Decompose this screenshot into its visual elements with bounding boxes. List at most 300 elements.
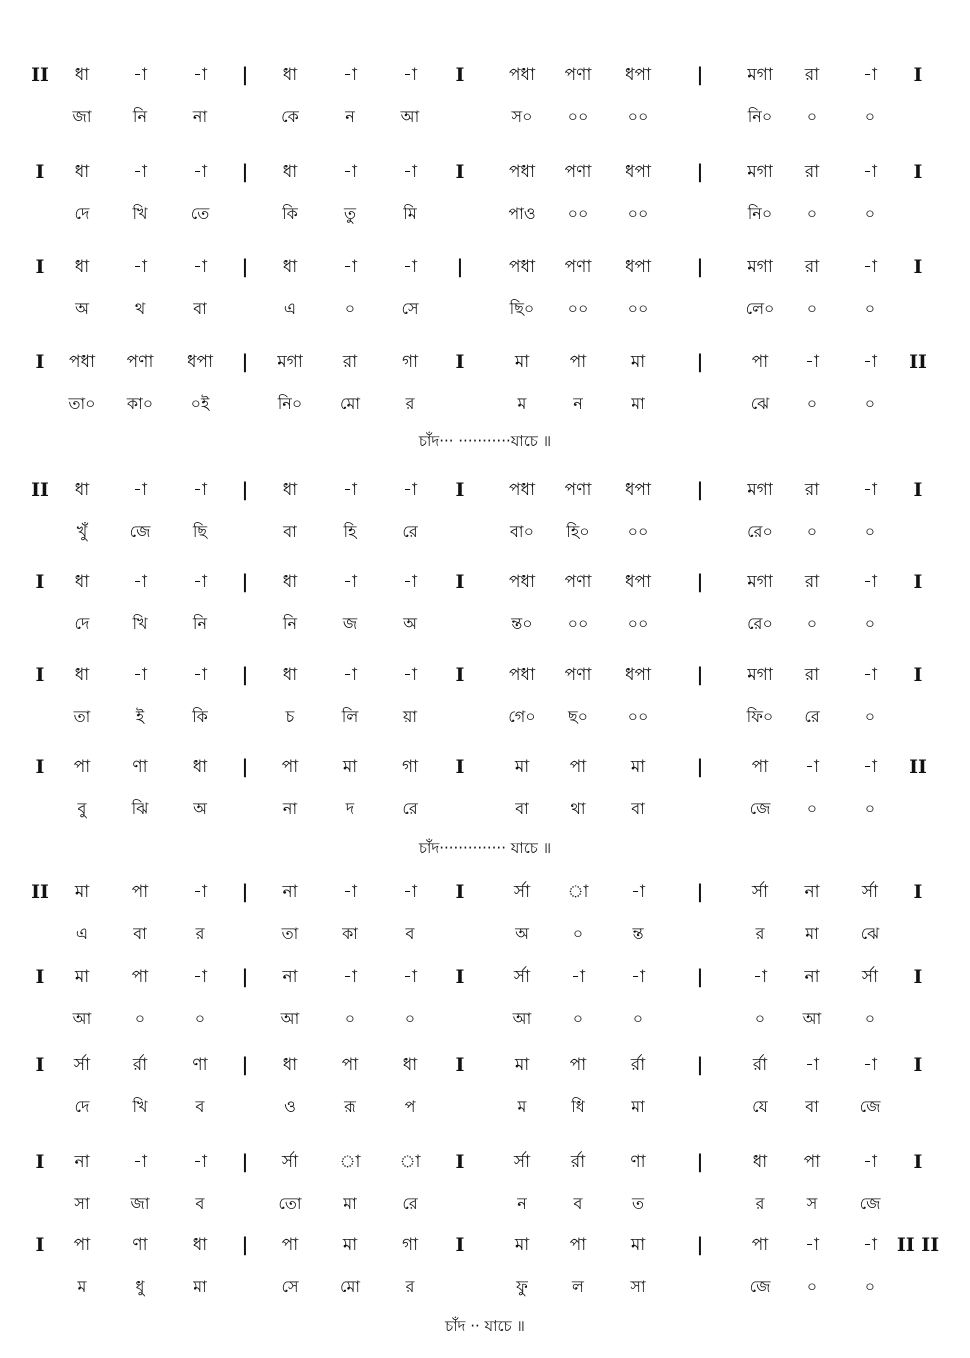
bar-line: I — [35, 571, 45, 593]
swara-note: -া — [133, 572, 147, 592]
swara-row — [0, 565, 970, 599]
swara-note: ধা — [752, 1152, 768, 1172]
bar-line: | — [241, 479, 249, 501]
bar-line: I — [455, 881, 465, 903]
swara-row — [0, 1145, 970, 1179]
swara-note: -া — [631, 967, 645, 987]
swara-note: ধা — [282, 257, 298, 277]
swara-note: -া — [403, 162, 417, 182]
lyric-syllable: ন — [517, 1194, 527, 1213]
swara-row — [0, 345, 970, 379]
lyric-syllable: জে — [749, 1277, 771, 1296]
lyric-syllable: ০ — [864, 107, 876, 126]
swara-note: ণা — [630, 1152, 646, 1172]
bar-line: | — [241, 351, 249, 373]
swara-note: মা — [514, 1235, 530, 1255]
swara-note: মা — [342, 1235, 358, 1255]
swara-note: ধা — [282, 162, 298, 182]
swara-note: -া — [863, 65, 877, 85]
swara-note: পা — [131, 882, 149, 902]
swara-note: -া — [343, 572, 357, 592]
lyric-syllable: জে — [129, 522, 151, 541]
bar-line: II II — [896, 1234, 940, 1256]
bar-line: I — [35, 1234, 45, 1256]
bar-line: | — [696, 1151, 704, 1173]
bar-line: | — [241, 756, 249, 778]
swara-note: া — [339, 1152, 361, 1172]
bar-line: I — [913, 966, 923, 988]
swara-note: মা — [630, 352, 646, 372]
swara-note: পা — [281, 757, 299, 777]
lyric-syllable: ০০ — [627, 614, 649, 633]
lyric-syllable: ব — [573, 1194, 583, 1213]
swara-note: পা — [131, 967, 149, 987]
bar-line: I — [455, 756, 465, 778]
lyric-syllable: দে — [74, 614, 90, 633]
swara-note: র্সা — [73, 1055, 91, 1075]
lyric-syllable: ব — [195, 1194, 205, 1213]
lyric-syllable: মো — [339, 1277, 361, 1296]
lyric-syllable: রে০ — [747, 522, 773, 541]
swara-note: না — [282, 882, 298, 902]
swara-note: -া — [343, 65, 357, 85]
lyric-syllable: সা — [630, 1277, 646, 1296]
bar-line: I — [455, 1234, 465, 1256]
lyric-syllable: জ — [342, 614, 358, 633]
lyric-syllable: না — [282, 799, 298, 818]
bar-line: I — [455, 161, 465, 183]
swara-note: পণা — [564, 665, 592, 685]
lyric-syllable: কি — [192, 707, 208, 726]
bar-line: I — [913, 664, 923, 686]
lyric-syllable: ত — [631, 1194, 645, 1213]
lyric-syllable: ০ — [864, 1009, 876, 1028]
bar-line: II — [31, 479, 49, 501]
lyric-syllable: থা — [570, 799, 586, 818]
lyric-syllable: ফি০ — [746, 707, 774, 726]
bar-line: | — [241, 161, 249, 183]
lyric-syllable: কি — [282, 204, 298, 223]
swara-note: মা — [514, 1055, 530, 1075]
swara-row — [0, 960, 970, 994]
swara-note: -া — [343, 162, 357, 182]
lyric-row — [0, 515, 970, 549]
swara-note: মা — [630, 1235, 646, 1255]
lyric-syllable: য়া — [402, 707, 418, 726]
swara-note: গা — [401, 1235, 419, 1255]
refrain-caption: চাঁদ ·· যাচে ॥ — [445, 1317, 525, 1335]
swara-note: রা — [804, 665, 820, 685]
lyric-row — [0, 1270, 970, 1304]
swara-note: ধা — [282, 665, 298, 685]
swara-note: পধা — [509, 665, 535, 685]
swara-note: ণা — [132, 1235, 148, 1255]
swara-note: -া — [343, 257, 357, 277]
swara-note: পা — [341, 1055, 359, 1075]
swara-note: -া — [343, 665, 357, 685]
lyric-syllable: সা — [74, 1194, 90, 1213]
lyric-row — [0, 792, 970, 826]
swara-note: পণা — [126, 352, 154, 372]
lyric-syllable: ন — [573, 394, 583, 413]
swara-note: মগা — [747, 162, 773, 182]
lyric-syllable: আ — [72, 1009, 92, 1028]
lyric-syllable: ০ — [134, 1009, 146, 1028]
lyric-syllable: র — [755, 1194, 765, 1213]
lyric-syllable: মা — [193, 1277, 207, 1296]
swara-note: পা — [73, 757, 91, 777]
lyric-syllable: রূ — [344, 1097, 356, 1116]
lyric-syllable: বা — [283, 522, 297, 541]
bar-line: | — [456, 256, 464, 278]
bar-line: I — [35, 256, 45, 278]
lyric-row — [0, 700, 970, 734]
lyric-syllable: র — [405, 1277, 415, 1296]
lyric-syllable: অ — [75, 299, 89, 318]
swara-note: পা — [751, 1235, 769, 1255]
swara-note: -া — [805, 352, 819, 372]
lyric-syllable: ০০ — [567, 614, 589, 633]
swara-note: া — [567, 882, 589, 902]
lyric-syllable: রে — [804, 707, 820, 726]
swara-note: -া — [193, 665, 207, 685]
refrain-caption: চাঁদ··· ···········যাচে ॥ — [418, 432, 552, 450]
swara-note: পধা — [509, 65, 535, 85]
swara-note: মা — [74, 882, 90, 902]
swara-note: -া — [403, 665, 417, 685]
bar-line: | — [696, 966, 704, 988]
lyric-syllable: ০ — [864, 1277, 876, 1296]
swara-note: -া — [805, 1055, 819, 1075]
lyric-syllable: তা — [281, 924, 299, 943]
swara-note: গা — [401, 757, 419, 777]
lyric-syllable: জা — [72, 107, 92, 126]
lyric-syllable: যে — [752, 1097, 768, 1116]
lyric-syllable: ০ — [864, 614, 876, 633]
lyric-syllable: খুঁ — [76, 522, 88, 541]
swara-note: া — [399, 1152, 421, 1172]
swara-note: ধা — [192, 757, 208, 777]
lyric-row — [0, 1090, 970, 1124]
bar-line: II — [909, 351, 927, 373]
lyric-syllable: স০ — [511, 107, 533, 126]
swara-note: -া — [403, 65, 417, 85]
lyric-syllable: ০০ — [567, 107, 589, 126]
lyric-syllable: ম — [517, 1097, 527, 1116]
swara-note: -া — [193, 967, 207, 987]
swara-note: -া — [133, 162, 147, 182]
swara-note: -া — [631, 882, 645, 902]
lyric-syllable: আ — [400, 107, 420, 126]
swara-row — [0, 250, 970, 284]
swara-note: ণা — [192, 1055, 208, 1075]
swara-note: -া — [193, 572, 207, 592]
swara-note: -া — [403, 572, 417, 592]
lyric-syllable: লে০ — [745, 299, 775, 318]
lyric-syllable: রে — [402, 799, 418, 818]
swara-note: পা — [73, 1235, 91, 1255]
swara-note: -া — [863, 162, 877, 182]
swara-note: পা — [569, 352, 587, 372]
lyric-syllable: নি — [282, 614, 298, 633]
lyric-syllable: নি০ — [747, 107, 773, 126]
lyric-syllable: ল — [572, 1277, 584, 1296]
bar-line: I — [35, 351, 45, 373]
lyric-syllable: কা০ — [126, 394, 154, 413]
swara-note: র্সা — [861, 967, 879, 987]
swara-note: র্সা — [513, 1152, 531, 1172]
swara-note: পধা — [509, 480, 535, 500]
swara-note: পধা — [509, 572, 535, 592]
lyric-syllable: ০ — [864, 799, 876, 818]
lyric-syllable: ০ — [632, 1009, 644, 1028]
bar-line: I — [35, 966, 45, 988]
swara-note: পধা — [509, 257, 535, 277]
bar-line: I — [455, 1054, 465, 1076]
lyric-syllable: ০ — [194, 1009, 206, 1028]
lyric-syllable: ন — [345, 107, 355, 126]
lyric-syllable: ব — [195, 1097, 205, 1116]
swara-note: পণা — [564, 480, 592, 500]
lyric-syllable: খি — [132, 1097, 148, 1116]
lyric-syllable: আ — [802, 1009, 822, 1028]
lyric-syllable: ০০ — [627, 299, 649, 318]
bar-line: | — [696, 256, 704, 278]
swara-note: র্সা — [751, 882, 769, 902]
lyric-syllable: ০ — [806, 522, 818, 541]
swara-note: ধপা — [625, 65, 651, 85]
lyric-syllable: মা — [343, 1194, 357, 1213]
lyric-syllable: ব — [405, 924, 415, 943]
lyric-syllable: আ — [280, 1009, 300, 1028]
lyric-syllable: থ — [134, 299, 146, 318]
swara-note: পধা — [69, 352, 95, 372]
lyric-syllable: ০০ — [567, 299, 589, 318]
lyric-syllable: তে — [190, 204, 210, 223]
swara-note: -া — [133, 1152, 147, 1172]
lyric-syllable: নি — [132, 107, 148, 126]
swara-note: ধা — [74, 162, 90, 182]
swara-row — [0, 750, 970, 784]
lyric-syllable: তো — [278, 1194, 302, 1213]
lyric-row — [0, 607, 970, 641]
swara-note: -া — [863, 1055, 877, 1075]
lyric-syllable: ০ — [344, 299, 356, 318]
swara-note: ধা — [192, 1235, 208, 1255]
swara-note: মগা — [747, 257, 773, 277]
bar-line: I — [913, 571, 923, 593]
lyric-syllable: দে — [74, 204, 90, 223]
lyric-syllable: ০ই — [190, 394, 210, 413]
swara-note: ধা — [74, 65, 90, 85]
swara-note: মগা — [747, 572, 773, 592]
swara-note: -া — [863, 480, 877, 500]
swara-note: -া — [403, 967, 417, 987]
lyric-syllable: ঝে — [750, 394, 770, 413]
swara-note: -া — [133, 65, 147, 85]
lyric-syllable: মা — [805, 924, 819, 943]
lyric-syllable: র — [405, 394, 415, 413]
swara-note: পণা — [564, 65, 592, 85]
swara-note: -া — [863, 665, 877, 685]
lyric-syllable: ০ — [806, 799, 818, 818]
lyric-syllable: ন্ত০ — [511, 614, 533, 633]
lyric-syllable: ০ — [864, 299, 876, 318]
bar-line: II — [31, 881, 49, 903]
lyric-syllable: ০ — [754, 1009, 766, 1028]
lyric-syllable: র — [195, 924, 205, 943]
bar-line: | — [696, 881, 704, 903]
lyric-syllable: ০ — [806, 299, 818, 318]
lyric-syllable: ০ — [806, 107, 818, 126]
lyric-syllable: ০ — [572, 924, 584, 943]
swara-note: -া — [403, 257, 417, 277]
swara-note: ধপা — [625, 665, 651, 685]
bar-line: II — [31, 64, 49, 86]
lyric-row — [0, 387, 970, 421]
lyric-syllable: চ — [285, 707, 295, 726]
bar-line: | — [696, 1234, 704, 1256]
swara-note: -া — [403, 882, 417, 902]
swara-note: র্রা — [132, 1055, 148, 1075]
swara-note: রা — [804, 257, 820, 277]
lyric-syllable: সে — [401, 299, 419, 318]
bar-line: I — [913, 161, 923, 183]
lyric-syllable: বা — [805, 1097, 819, 1116]
swara-note: রা — [804, 162, 820, 182]
lyric-syllable: ০ — [344, 1009, 356, 1028]
swara-note: পা — [751, 352, 769, 372]
swara-note: পা — [803, 1152, 821, 1172]
bar-line: | — [241, 256, 249, 278]
swara-note: র্সা — [513, 967, 531, 987]
swara-note: র্রা — [570, 1152, 586, 1172]
lyric-syllable: ০ — [806, 204, 818, 223]
lyric-syllable: দ — [345, 799, 355, 818]
bar-line: I — [35, 664, 45, 686]
bar-line: I — [913, 479, 923, 501]
swara-note: না — [804, 882, 820, 902]
lyric-syllable: ০০ — [627, 707, 649, 726]
swara-note: -া — [193, 162, 207, 182]
lyric-syllable: তু — [343, 204, 357, 223]
lyric-syllable: এ — [283, 299, 297, 318]
lyric-syllable: মি — [403, 204, 417, 223]
swara-note: ধা — [74, 257, 90, 277]
bar-line: II — [909, 756, 927, 778]
lyric-syllable: খি — [132, 204, 148, 223]
swara-row — [0, 875, 970, 909]
swara-note: -া — [571, 967, 585, 987]
bar-line: | — [241, 664, 249, 686]
swara-note: -া — [193, 1152, 207, 1172]
swara-note: -া — [193, 65, 207, 85]
lyric-syllable: মা — [631, 394, 645, 413]
bar-line: I — [35, 1151, 45, 1173]
swara-note: ধা — [74, 572, 90, 592]
lyric-syllable: ০০ — [627, 107, 649, 126]
lyric-syllable: খি — [132, 614, 148, 633]
bar-line: I — [455, 479, 465, 501]
swara-note: ণা — [132, 757, 148, 777]
lyric-syllable: ঝি — [131, 799, 149, 818]
lyric-syllable: অ — [515, 924, 529, 943]
swara-note: না — [74, 1152, 90, 1172]
swara-note: -া — [343, 882, 357, 902]
swara-note: রা — [804, 572, 820, 592]
bar-line: | — [696, 479, 704, 501]
lyric-syllable: ০ — [404, 1009, 416, 1028]
lyric-syllable: ০০ — [627, 204, 649, 223]
swara-row — [0, 658, 970, 692]
bar-line: | — [241, 571, 249, 593]
lyric-syllable: রে০ — [747, 614, 773, 633]
lyric-syllable: ০ — [864, 707, 876, 726]
swara-note: পা — [281, 1235, 299, 1255]
swara-note: র্রা — [752, 1055, 768, 1075]
lyric-syllable: র — [755, 924, 765, 943]
swara-note: পা — [569, 757, 587, 777]
lyric-syllable: ০ — [806, 394, 818, 413]
lyric-syllable: তা০ — [68, 394, 96, 413]
swara-note: পা — [751, 757, 769, 777]
lyric-syllable: তা — [73, 707, 91, 726]
lyric-syllable: বা — [631, 799, 645, 818]
swara-note: পণা — [564, 572, 592, 592]
bar-line: I — [455, 664, 465, 686]
lyric-syllable: বু — [77, 799, 87, 818]
bar-line: I — [455, 571, 465, 593]
lyric-syllable: ধু — [135, 1277, 145, 1296]
lyric-syllable: ম — [77, 1277, 87, 1296]
lyric-row — [0, 100, 970, 134]
lyric-row — [0, 197, 970, 231]
swara-note: মা — [630, 757, 646, 777]
swara-note: মা — [342, 757, 358, 777]
swara-note: -া — [193, 257, 207, 277]
lyric-row — [0, 1002, 970, 1036]
swara-note: গা — [401, 352, 419, 372]
lyric-row — [0, 917, 970, 951]
swara-note: ধা — [74, 480, 90, 500]
swara-note: -া — [133, 257, 147, 277]
lyric-syllable: গে০ — [508, 707, 536, 726]
swara-note: ধা — [402, 1055, 418, 1075]
lyric-syllable: রে — [402, 1194, 418, 1213]
bar-line: | — [241, 1151, 249, 1173]
swara-note: পা — [569, 1055, 587, 1075]
swara-note: -া — [193, 882, 207, 902]
lyric-syllable: আ — [512, 1009, 532, 1028]
bar-line: I — [455, 1151, 465, 1173]
bar-line: I — [913, 1151, 923, 1173]
bar-line: I — [913, 64, 923, 86]
bar-line: | — [696, 351, 704, 373]
lyric-syllable: সে — [281, 1277, 299, 1296]
swara-note: ধপা — [625, 572, 651, 592]
lyric-syllable: নি০ — [747, 204, 773, 223]
lyric-syllable: জে — [749, 799, 771, 818]
swara-note: মগা — [747, 480, 773, 500]
swara-note: ধা — [74, 665, 90, 685]
lyric-syllable: বা — [515, 799, 529, 818]
swara-note: না — [282, 967, 298, 987]
lyric-syllable: নি — [192, 614, 208, 633]
bar-line: I — [913, 1054, 923, 1076]
lyric-syllable: ০০ — [627, 522, 649, 541]
swara-note: -া — [863, 257, 877, 277]
swara-note: ধা — [282, 65, 298, 85]
